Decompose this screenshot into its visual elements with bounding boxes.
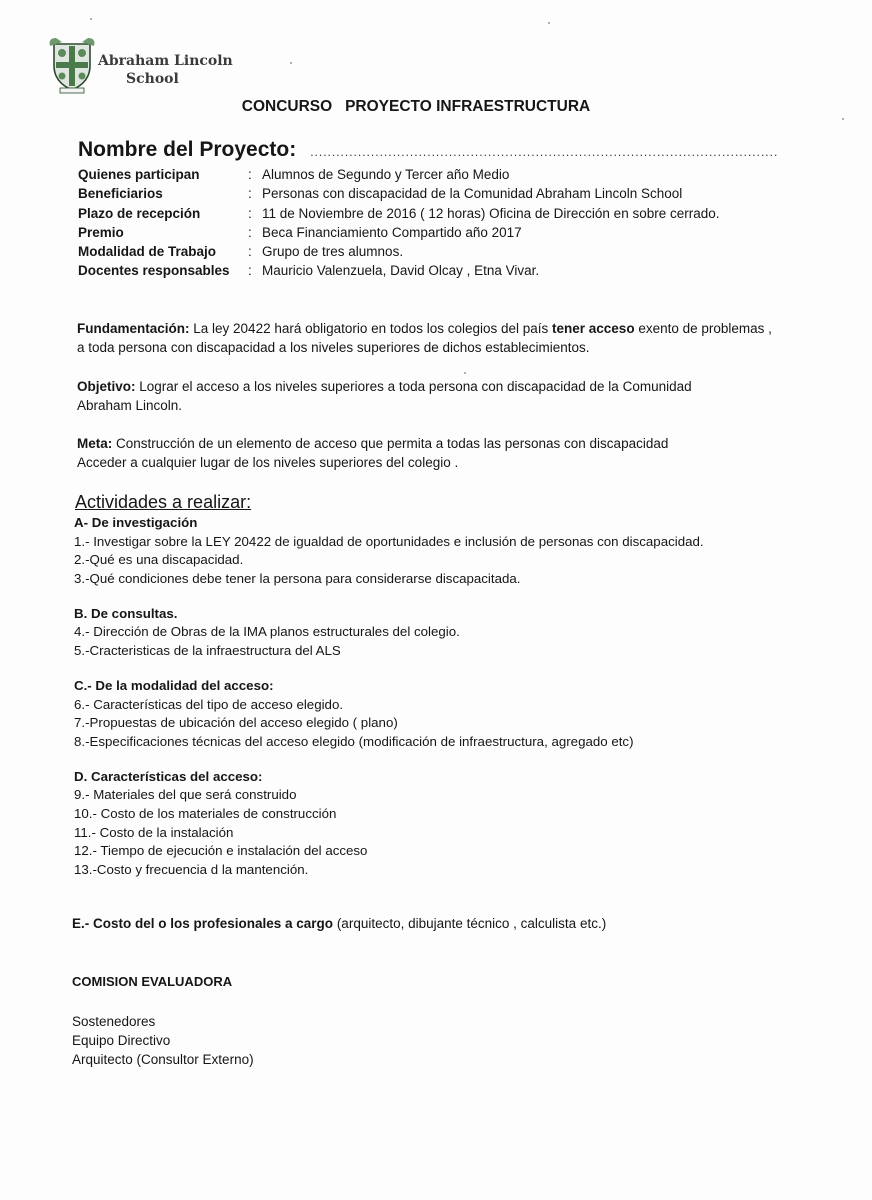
info-label: Premio [78,224,124,240]
list-item: 12.- Tiempo de ejecución e instalación del acceso [74,843,368,859]
list-item: 7.-Propuestas de ubicación del acceso elegido ( plano) [74,715,398,731]
committee-member: Sostenedores [72,1014,156,1029]
info-label: Plazo de recepción [78,205,201,221]
scan-speck [464,372,466,374]
list-item: 9.- Materiales del que será construido [74,787,297,803]
section-e [72,916,606,931]
info-row [78,261,720,280]
list-item: 2.-Qué es una discapacidad. [74,552,244,568]
info-label: Docentes responsables [78,263,230,279]
school-name-line2: School [126,71,179,87]
list-item: 5.-Cracteristicas de la infraestructura del ALS [74,643,341,659]
list-item: 8.-Especificaciones técnicas del acceso elegido (modificación de infraestructura, agregado etc) [74,733,634,749]
meta-paragraph [77,434,777,472]
section-title: A- De investigación [74,515,198,530]
info-label: Modalidad de Trabajo [78,244,217,260]
info-table [78,165,720,281]
scan-speck [90,18,92,20]
scan-speck [842,118,844,120]
section-e-text: (arquitecto, dibujante técnico , calculista etc.) [333,916,607,931]
school-crest-icon [48,36,96,94]
info-row [78,223,720,242]
info-label: Quienes participan [78,167,200,182]
project-name-blank: ............................................................................................................ [310,145,779,159]
project-name-label: Nombre del Proyecto: [78,138,297,161]
info-label: Beneficiarios [78,186,163,202]
activities-list [74,514,704,880]
list-item: 13.-Costo y frecuencia d la mantención. [74,862,309,877]
fundamentacion-paragraph [77,319,777,357]
meta-line-1: Construcción de un elemento de acceso que permita a todas las personas con discapacidad [112,436,669,451]
fundamentacion-label: Fundamentación: [77,321,190,336]
school-name-line1: Abraham Lincoln [98,53,233,69]
info-row [78,165,720,184]
info-value: Alumnos de Segundo y Tercer año Medio [262,167,510,182]
list-item: 3.-Qué condiciones debe tener la persona para considerarse discapacitada. [74,571,521,587]
activities-heading: Actividades a realizar: [75,492,252,512]
info-separator: : [248,263,252,279]
list-item: 4.- Dirección de Obras de la IMA planos estructurales del colegio. [74,624,460,640]
info-row [78,204,720,223]
school-name [98,52,233,88]
section-title: C.- De la modalidad del acceso: [74,677,274,693]
info-value: Personas con discapacidad de la Comunidad Abraham Lincoln School [262,186,683,202]
meta-label: Meta: [77,436,113,451]
info-value: Mauricio Valenzuela, David Olcay , Etna Vivar. [262,263,540,279]
info-value: Beca Financiamiento Compartido año 2017 [262,224,522,240]
info-separator: : [248,205,252,221]
list-item: 10.- Costo de los materiales de construcción [74,805,337,821]
committee-members [72,1012,254,1069]
info-row [78,242,720,261]
objetivo-label: Objetivo: [77,379,136,394]
info-separator: : [248,244,252,260]
info-value: Grupo de tres alumnos. [262,244,404,260]
info-value: 11 de Noviembre de 2016 ( 12 horas) Oficina de Dirección en sobre cerrado. [262,205,720,221]
committee-title: COMISION EVALUADORA [72,974,233,989]
info-separator: : [248,224,252,240]
committee-member: Equipo Directivo [72,1033,171,1048]
list-item: 6.- Características del tipo de acceso elegido. [74,696,344,712]
info-row [78,184,720,203]
document-title: CONCURSO PROYECTO INFRAESTRUCTURA [241,98,591,115]
fundamentacion-bold: tener acceso [552,321,635,336]
scan-speck [290,62,292,64]
info-separator: : [248,186,252,202]
section-e-title: E.- Costo del o los profesionales a cargo [72,916,334,931]
project-name-heading [78,138,778,162]
committee-member: Arquitecto (Consultor Externo) [72,1052,254,1067]
info-separator: : [248,167,252,182]
section-title: D. Características del acceso: [74,768,263,784]
list-item: 1.- Investigar sobre la LEY 20422 de igualdad de oportunidades e inclusión de personas con discapacidad. [74,533,704,549]
objetivo-paragraph [77,377,737,415]
fundamentacion-text-2: exento de problemas , a toda persona con discapacidad a los niveles superiores de dichos establecimientos. [77,321,772,355]
objetivo-text: Lograr el acceso a los niveles superiores a toda persona con discapacidad de la Comunidad Abraham Lincoln. [77,379,692,413]
section-title: B. De consultas. [74,605,178,621]
meta-line-2: Acceder a cualquier lugar de los niveles superiores del colegio . [77,455,459,470]
scan-speck [548,22,550,24]
list-item: 11.- Costo de la instalación [74,824,234,840]
fundamentacion-text-1: La ley 20422 hará obligatorio en todos los colegios del país [189,321,553,336]
